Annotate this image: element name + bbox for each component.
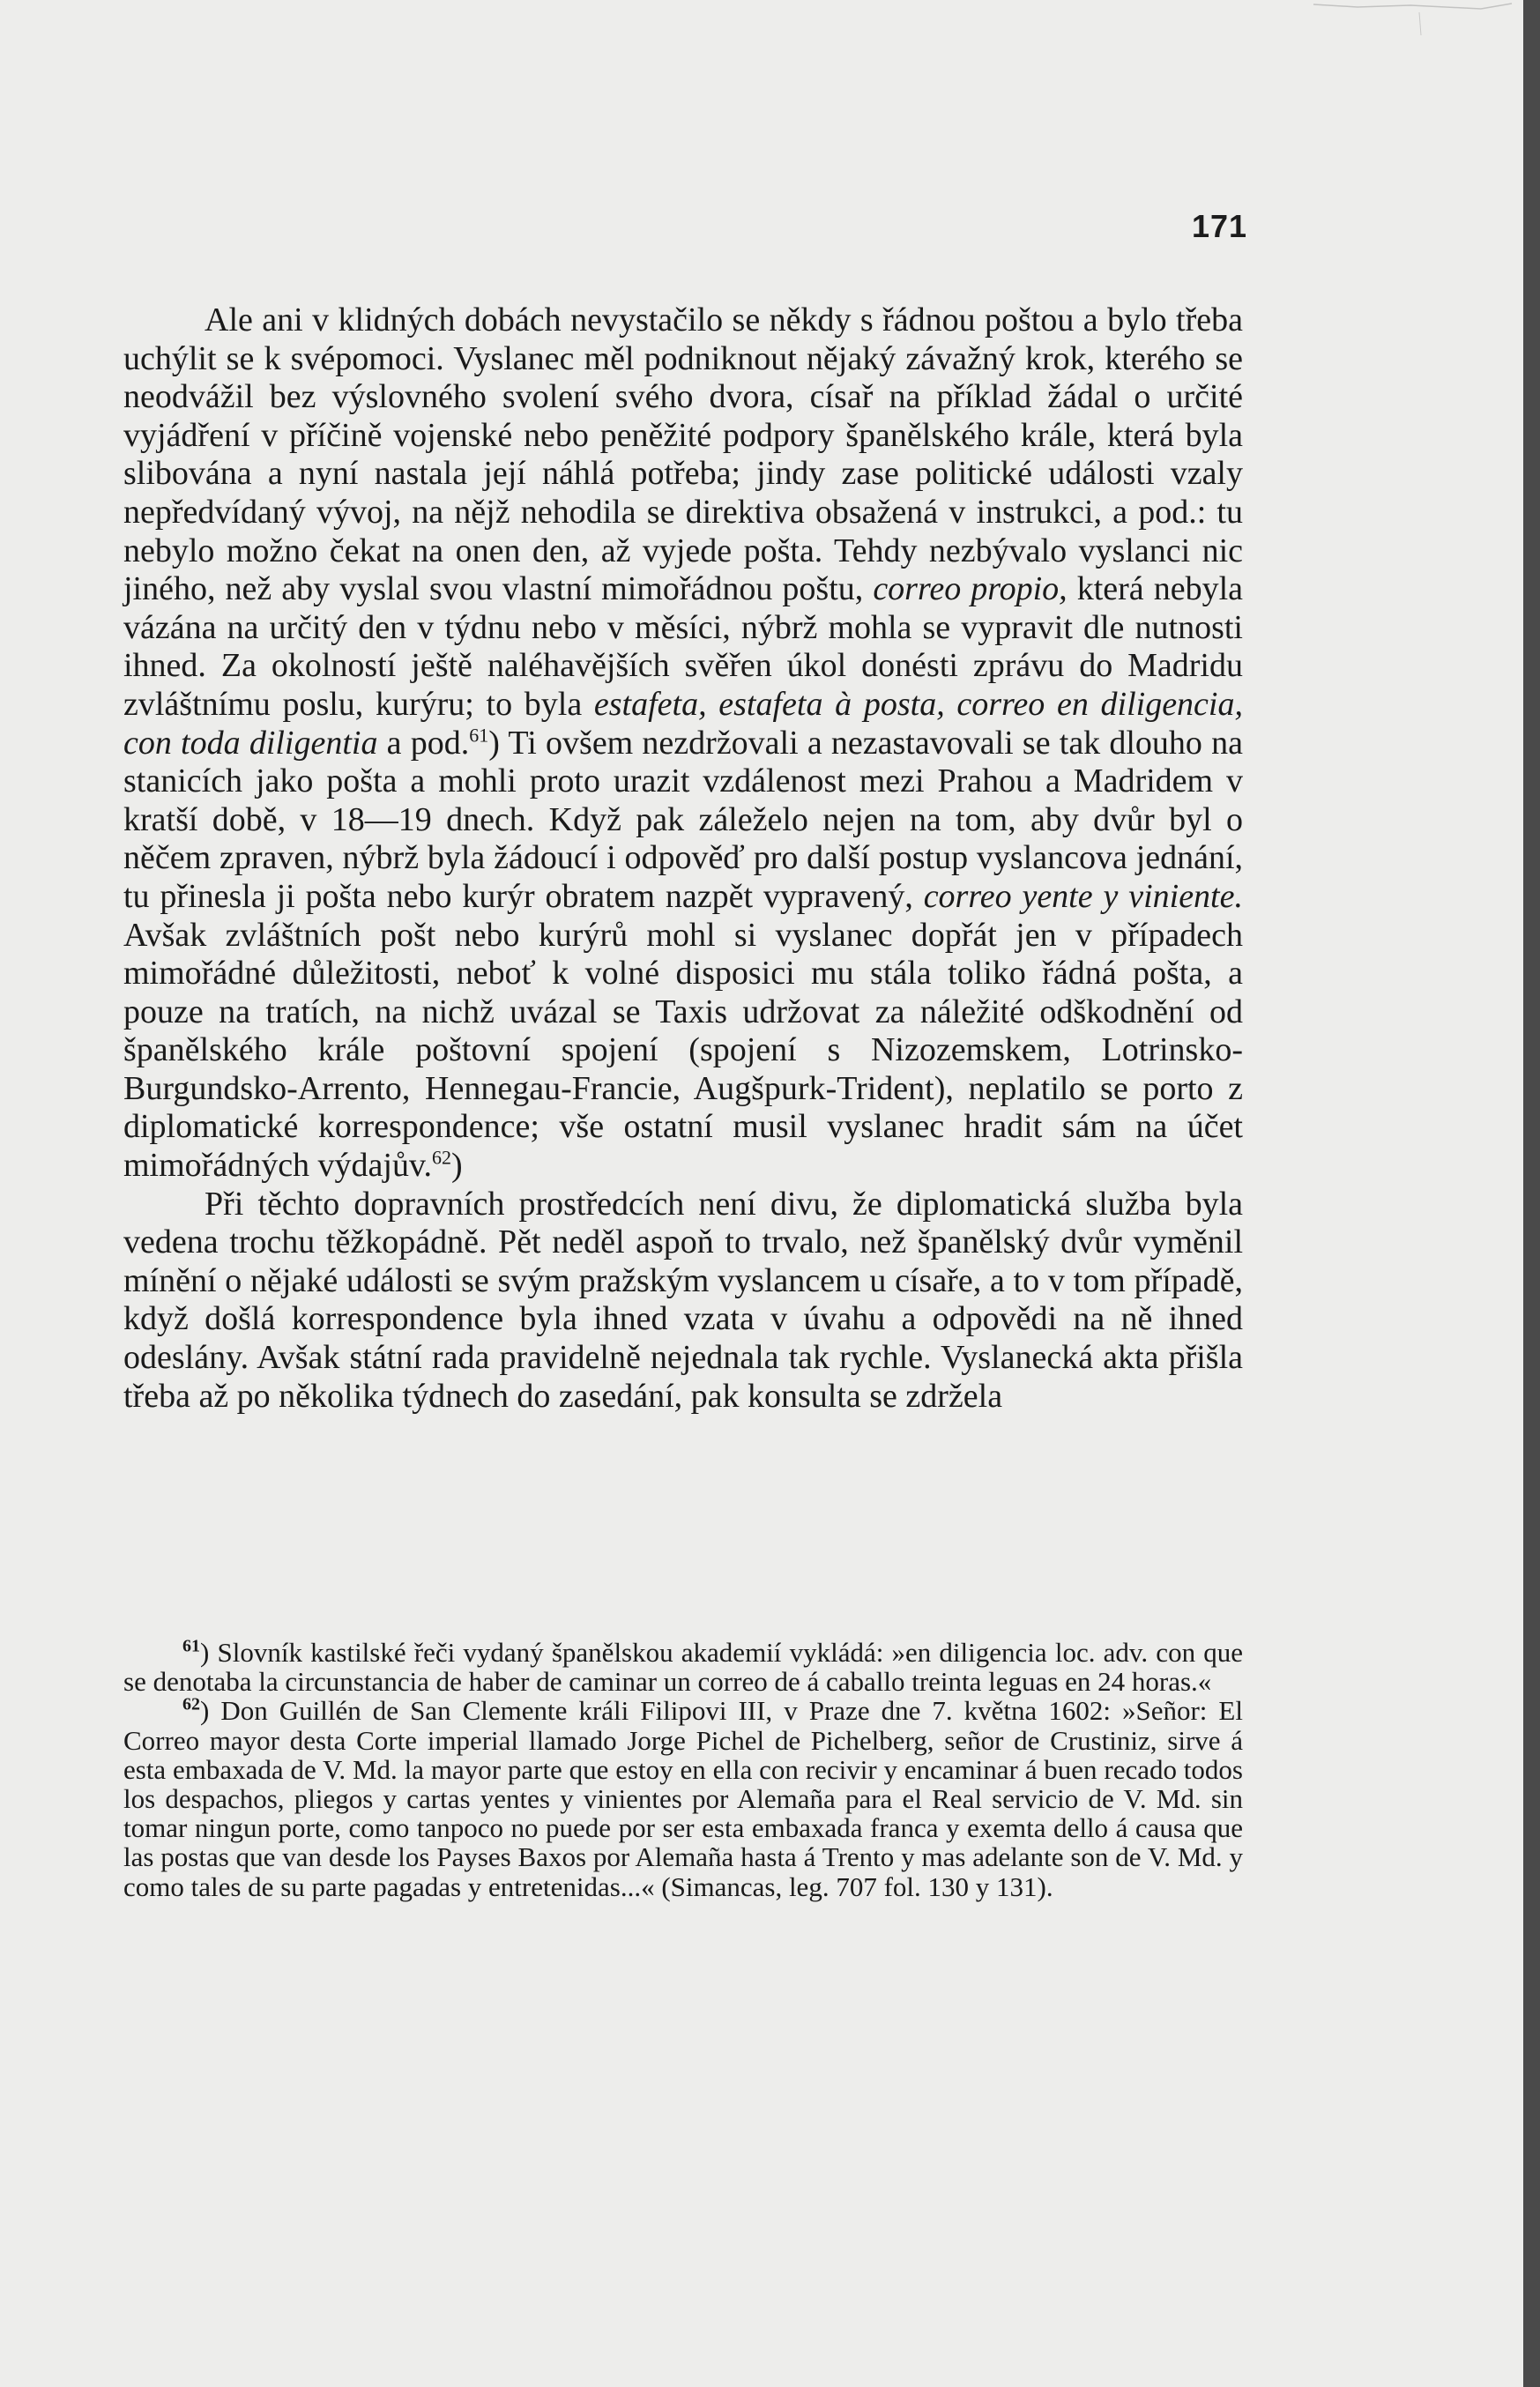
text-run: a pod.	[377, 724, 470, 762]
italic-phrase: estafeta, estafeta à posta, correo en diligencia, con toda diligentia	[123, 685, 1243, 762]
footnote	[123, 1696, 1243, 1900]
footnote-number: 61	[182, 1636, 200, 1656]
footnote-reference: 62	[432, 1146, 452, 1169]
paragraph	[123, 1186, 1243, 1417]
footnotes	[123, 1638, 1243, 1901]
text-run: Ale ani v klidných dobách nevystačilo se někdy s řádnou poštou a bylo třeba uchýlit se k svépomoci. Vyslanec měl podniknout nějaký závažný krok, kterého se neodvážil bez výslovného svolení svého dvora, císař na příklad žádal o určité vyjádření v příčině vojenské nebo peněžité podpory španělského krále, která byla slibována a nyní nastala její náhlá potřeba; jindy zase politické události vzaly nepředvídaný vývoj, na nějž nehodila se direktiva obsažená v instrukci, a pod.: tu nebylo možno čekat na onen den, až vyjede pošta. Tehdy nezbývalo vyslanci nic jiného, než aby vyslal svou vlastní mimořádnou poštu,	[123, 301, 1243, 608]
italic-phrase: correo propio,	[873, 570, 1068, 608]
text-run: )	[451, 1147, 463, 1185]
footnote	[123, 1638, 1243, 1696]
footnote-number: 62	[182, 1695, 200, 1715]
scan-edge	[1523, 0, 1540, 2387]
paragraph	[123, 301, 1243, 1186]
text-run: Avšak zvláštních pošt nebo kurýrů mohl si vyslanec dopřát jen v případech mimořádné důležitosti, neboť k volné disposici mu stála toliko řádná pošta, a pouze na tratích, na nichž uvázal se Taxis udržovat za náležité odškodnění od španělského krále poštovní spojení (spojení s Nizozemskem, Lotrinsko-Burgundsko-Arrento, Hennegau-Francie, Augšpurk-Trident), neplatilo se porto z diplomatické korrespondence; vše ostatní musil vyslanec hradit sám na účet mimořádných výdajův.	[123, 916, 1243, 1185]
italic-phrase: correo yente y viniente.	[923, 877, 1243, 915]
text-run: ) Ti ovšem nezdržovali a nezastavovali se tak dlouho na stanicích jako pošta a mohli proto urazit vzdálenost mezi Prahou a Madridem v kratší době, v 18—19 dnech. Když pak záleželo nejen na tom, aby dvůr byl o něčem zpraven, nýbrž byla žádoucí i odpověď pro další postup vyslancova jednání, tu přinesla ji pošta nebo kurýr obratem nazpět vypravený,	[123, 724, 1243, 915]
body-text	[123, 301, 1243, 1416]
footnote-text: ) Don Guillén de San Clemente králi Filipovi III, v Praze dne 7. května 1602: »Señor: El Correo mayor desta Corte imperial llamado Jorge Pichel de Pichelberg, señor de Crustiniz, sirve á esta embaxada de V. Md. la mayor parte que estoy en ella con recivir y encaminar á buen recado todos los despachos, pliegos y cartas yentes y vinientes por Alemaña para el Real servicio de V. Md. sin tomar ningun porte, como tanpoco no puede por ser esta embaxada franca y exemta dello á causa que las postas que van desde los Payses Baxos por Alemaña hasta á Trento y mas adelante son de V. Md. y como tales de su parte pagadas y entretenidas...« (Simancas, leg. 707 fol. 130 y 131).	[123, 1695, 1243, 1902]
page-number: 171	[1192, 208, 1248, 244]
footnote-reference: 61	[469, 723, 489, 746]
scan-artifact	[1305, 0, 1516, 53]
text-run: Při těchto dopravních prostředcích není divu, že diplomatická služba byla vedena trochu těžkopádně. Pět neděl aspoň to trvalo, než španělský dvůr vyměnil mínění o nějaké události se svým pražským vyslancem u císaře, a to v tom případě, když došlá korrespondence byla ihned vzata v úvahu a odpovědi na ně ihned odeslány. Avšak státní rada pravidelně nejednala tak rychle. Vyslanecká akta přišla třeba až po několika týdnech do zasedání, pak konsulta se zdržela	[123, 1185, 1243, 1415]
text-run: která nebyla vázána na určitý den v týdnu nebo v měsíci, nýbrž mohla se vypravit dle nutnosti ihned. Za okolností ještě naléhavějších svěřen úkol donésti zprávu do Madridu zvláštnímu poslu, kurýru; to byla	[123, 570, 1243, 723]
footnote-text: ) Slovník kastilské řeči vydaný španělskou akademií vykládá: »en diligencia loc. adv. con que se denotaba la circunstancia de haber de caminar un correo de á caballo treinta leguas en 24 horas.«	[123, 1637, 1243, 1698]
